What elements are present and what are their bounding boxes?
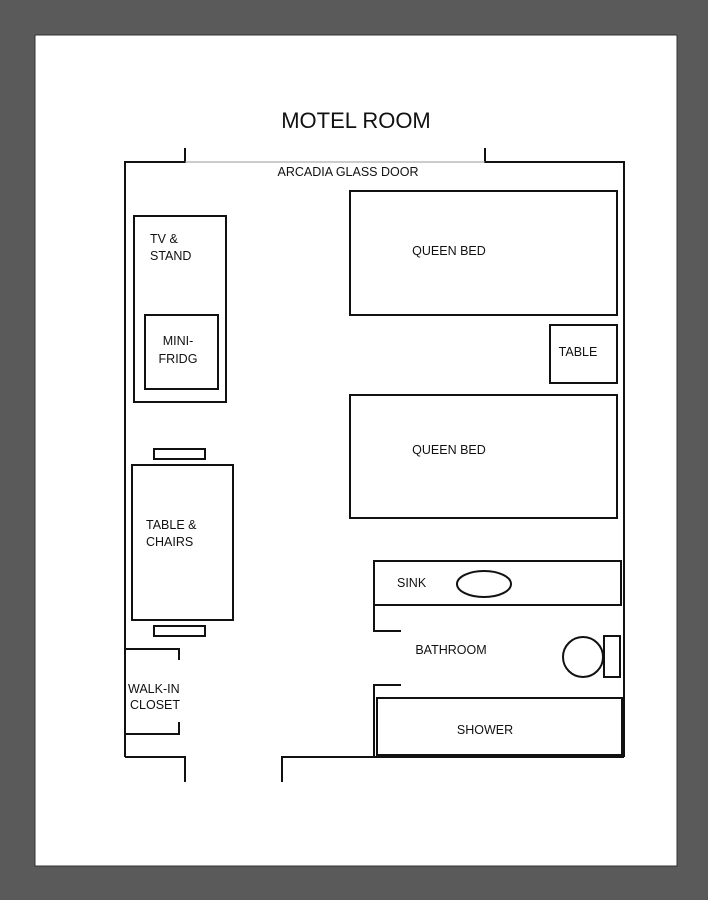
bathroom-label: BATHROOM: [415, 643, 487, 657]
tv-stand-label-line2: STAND: [150, 249, 192, 263]
plan-title: MOTEL ROOM: [281, 108, 431, 133]
paper-sheet: [35, 35, 677, 866]
closet-label-line2: CLOSET: [130, 698, 181, 712]
table-chairs-label-line1: TABLE &: [146, 518, 197, 532]
table-chairs-label-line2: CHAIRS: [146, 535, 194, 549]
tv-stand-label-line1: TV &: [150, 232, 178, 246]
mini-fridge-label-line1: MINI-: [162, 334, 194, 348]
queen-bed-bottom-label: QUEEN BED: [412, 443, 486, 457]
nightstand-label: TABLE: [558, 345, 598, 359]
shower-label: SHOWER: [456, 723, 514, 737]
closet-label-line1: WALK-IN: [128, 682, 180, 696]
glass-door-label: ARCADIA GLASS DOOR: [277, 165, 419, 179]
sink-label: SINK: [397, 576, 427, 590]
queen-bed-top-label: QUEEN BED: [412, 244, 486, 258]
mini-fridge-label-line2: FRIDG: [158, 352, 198, 366]
